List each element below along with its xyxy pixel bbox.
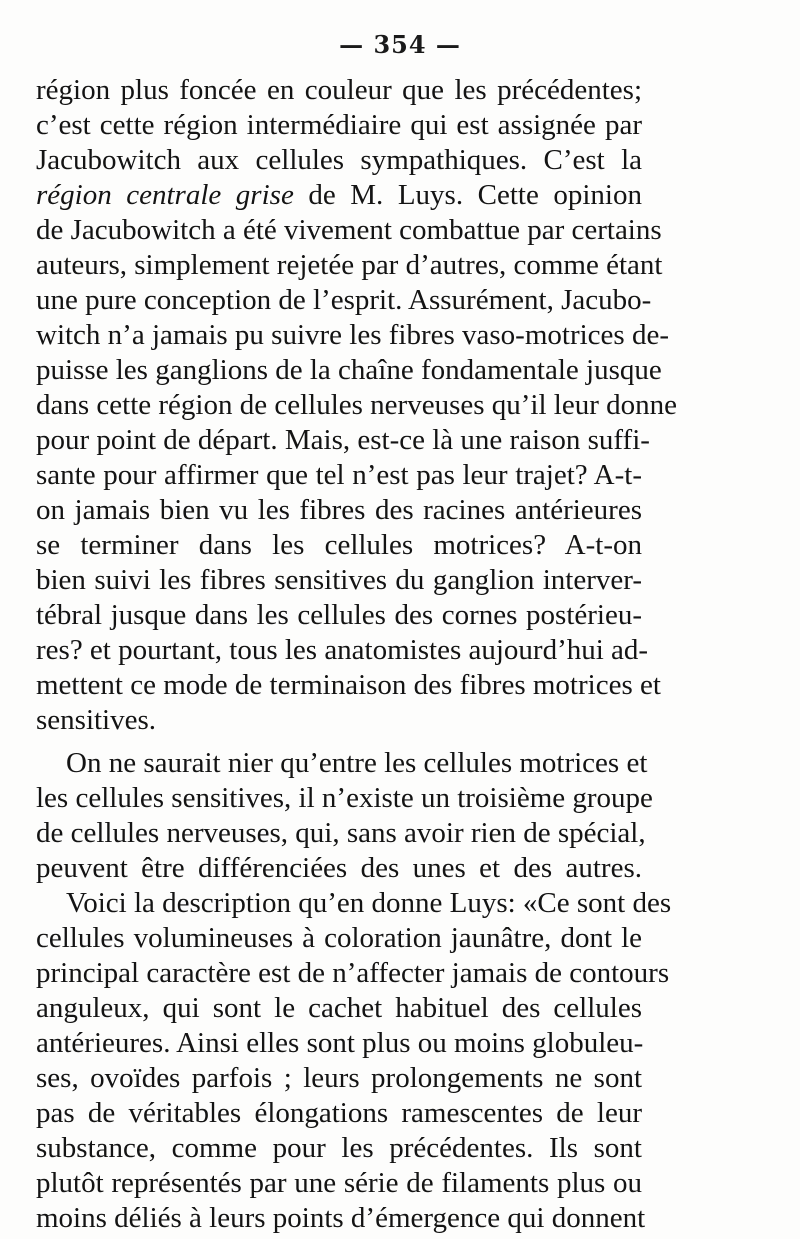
text-line-italic-phrase — [36, 177, 642, 213]
text-line: Voici la description qu’en donne Luys: «Ce sont des — [66, 887, 672, 919]
text-line: se terminer dans les cellules motrices? A-t-on — [36, 529, 642, 561]
text-line: anguleux, qui sont le cachet habituel des cellules — [36, 992, 642, 1024]
text-line: On ne saurait nier qu’entre les cellules motrices et — [66, 747, 648, 779]
text-line: plutôt représentés par une série de filaments plus ou — [36, 1167, 642, 1199]
text-line: région plus foncée en couleur que les précédentes; — [36, 74, 642, 106]
text-line: bien suivi les fibres sensitives du ganglion interver- — [36, 564, 642, 596]
text-line: c’est cette région intermédiaire qui est assignée par — [36, 109, 642, 141]
page-number: — 354 — — [339, 30, 461, 59]
text-line: de cellules nerveuses, qui, sans avoir rien de spécial, — [36, 817, 646, 849]
text-line: moins déliés à leurs points d’émergence qui donnent — [36, 1202, 646, 1234]
text-line: sante pour affirmer que tel n’est pas leur trajet? A-t- — [36, 459, 642, 491]
text-line: res? et pourtant, tous les anatomistes aujourd’hui ad- — [36, 634, 649, 666]
text-line: peuvent être différenciées des unes et des autres. — [36, 852, 642, 884]
text-line: puisse les ganglions de la chaîne fondamentale jusque — [36, 354, 662, 386]
italic-phrase: région centrale grise — [36, 179, 294, 211]
text-line: une pure conception de l’esprit. Assurément, Jacubo- — [36, 284, 652, 316]
text-line: pas de véritables élongations ramescentes de leur — [36, 1097, 642, 1129]
text-line: ses, ovoïdes parfois ; leurs prolongements ne sont — [36, 1062, 642, 1094]
text-line: de Jacubowitch a été vivement combattue par certains — [36, 214, 662, 246]
text-line: on jamais bien vu les fibres des racines antérieures — [36, 494, 642, 526]
text-line: substance, comme pour les précédentes. Ils sont — [36, 1132, 642, 1164]
text-line: cellules volumineuses à coloration jaunâtre, dont le — [36, 922, 642, 954]
text-line: Jacubowitch aux cellules sympathiques. C’est la — [36, 144, 642, 176]
line-remainder: de M. Luys. Cette opinion — [293, 179, 642, 211]
text-line: principal caractère est de n’affecter jamais de contours — [36, 957, 670, 989]
text-line: witch n’a jamais pu suivre les fibres vaso-motrices de- — [36, 319, 669, 351]
text-line: dans cette région de cellules nerveuses qu’il leur donne — [36, 389, 677, 421]
text-line: antérieures. Ainsi elles sont plus ou moins globuleu- — [36, 1027, 644, 1059]
text-line: mettent ce mode de terminaison des fibres motrices et — [36, 669, 661, 701]
text-line: auteurs, simplement rejetée par d’autres, comme étant — [36, 249, 663, 281]
text-line: tébral jusque dans les cellules des cornes postérieu- — [36, 599, 642, 631]
text-line: sensitives. — [36, 704, 157, 736]
text-line: pour point de départ. Mais, est-ce là une raison suffi- — [36, 424, 650, 456]
text-line: les cellules sensitives, il n’existe un troisième groupe — [36, 782, 653, 814]
